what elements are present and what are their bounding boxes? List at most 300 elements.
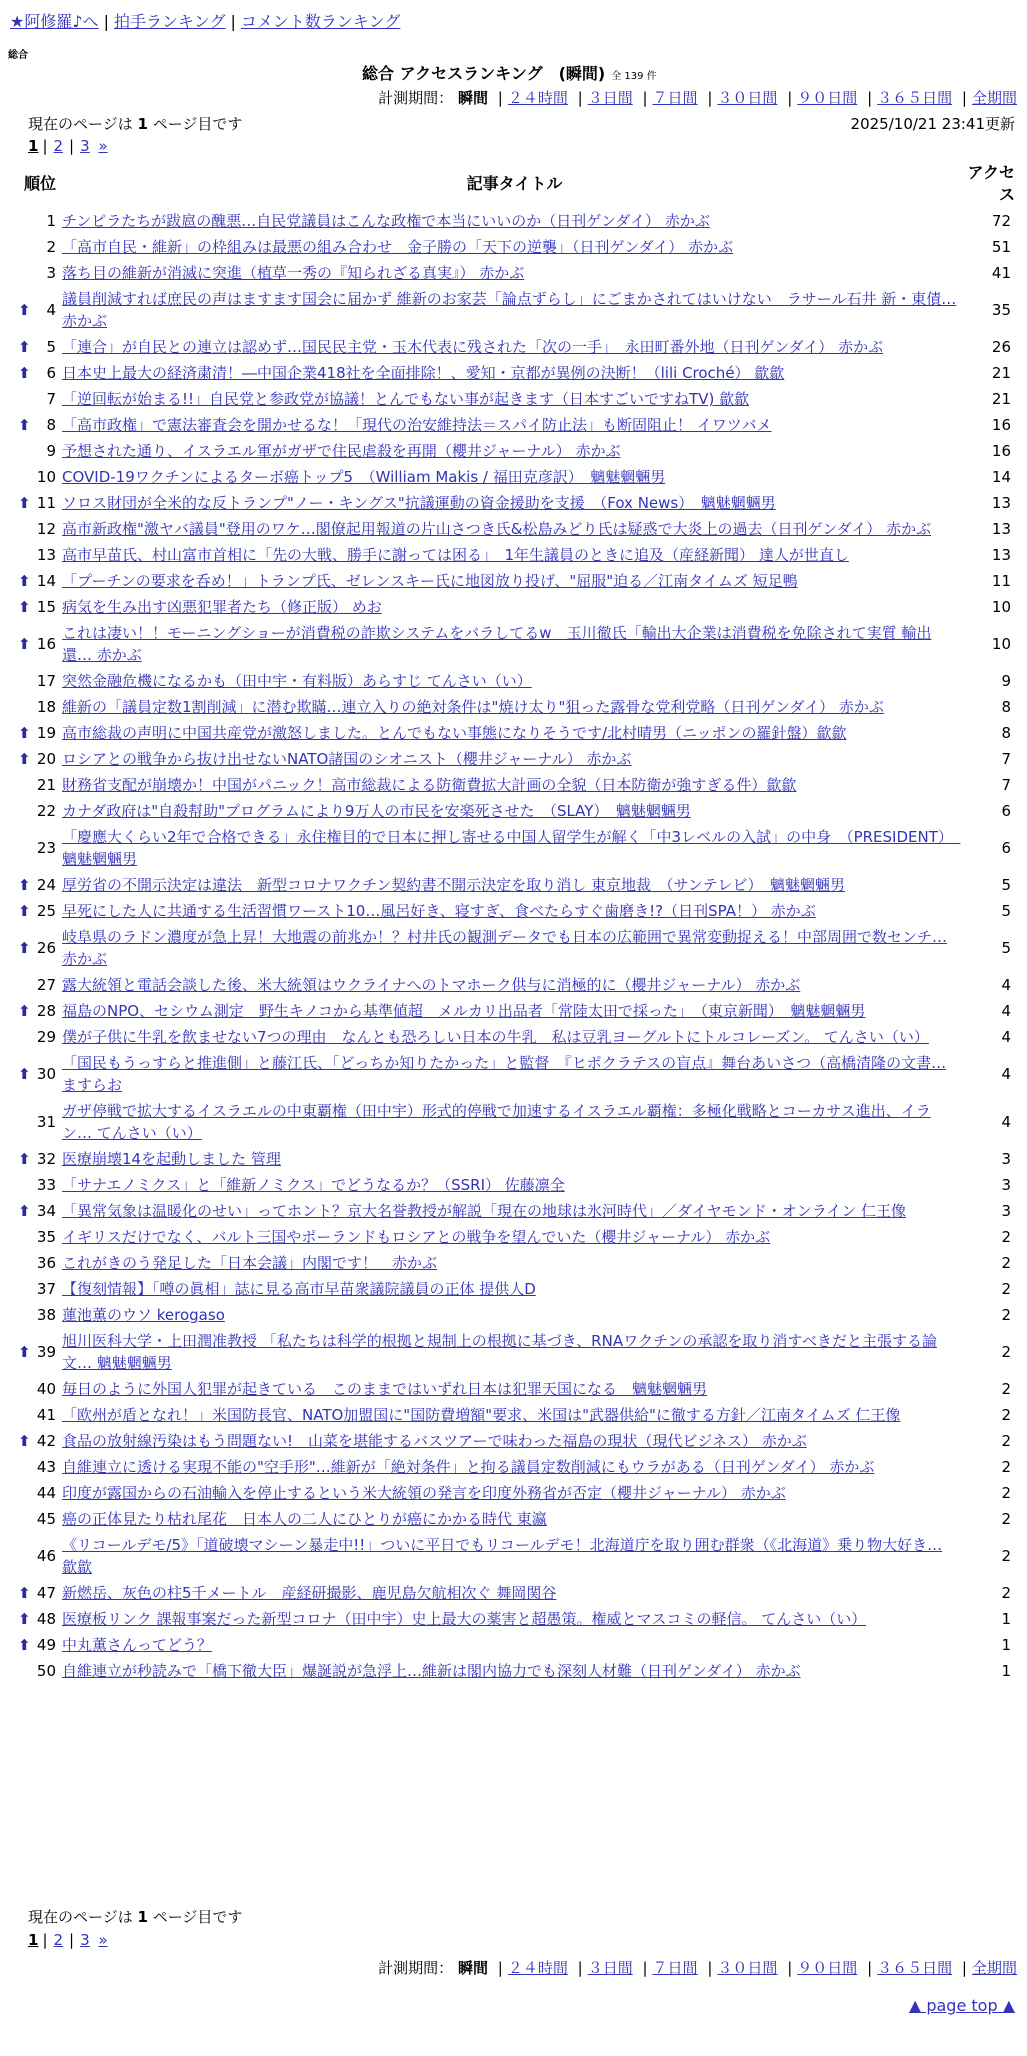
rank-number: 25 xyxy=(36,902,56,920)
rank-up-arrow-icon: ⬆ xyxy=(18,1150,31,1168)
article-title-cell xyxy=(62,1050,967,1098)
article-title-cell xyxy=(62,772,967,798)
rank-arrow-cell xyxy=(18,1658,36,1684)
access-count: 2 xyxy=(1001,1380,1011,1398)
rank-arrow-cell xyxy=(18,1454,36,1480)
pager-current: 1 xyxy=(28,137,39,155)
table-row xyxy=(18,720,1015,746)
article-title-cell xyxy=(62,386,967,412)
access-count: 3 xyxy=(1001,1202,1011,1220)
table-row xyxy=(18,1606,1015,1632)
rank-number: 32 xyxy=(36,1150,56,1168)
rank-up-arrow-icon: ⬆ xyxy=(18,1065,31,1083)
access-count: 11 xyxy=(991,572,1011,590)
access-count: 6 xyxy=(1001,802,1011,820)
access-count: 5 xyxy=(1001,902,1011,920)
period-90d[interactable]: ９０日間 xyxy=(797,89,858,107)
rank-up-arrow-icon: ⬆ xyxy=(18,1343,31,1361)
rank-arrow-cell xyxy=(18,1376,36,1402)
rank-number: 47 xyxy=(36,1584,56,1602)
article-title-link[interactable]: 福島のNPO、セシウム測定 野生キノコから基準値超 メルカリ出品者「常陸太田で採った」 （東京新聞） 魑魅魍魎男 xyxy=(62,1002,866,1020)
article-title-cell xyxy=(62,208,967,234)
article-title-cell xyxy=(62,360,967,386)
period-separator: | xyxy=(867,1959,873,1977)
article-title-link[interactable]: 早死にした人に共通する生活習慣ワースト10…風呂好き、寝すぎ、食べたらすぐ歯磨き!?（日刊SPA！） 赤かぶ xyxy=(62,902,816,920)
article-title-cell xyxy=(62,1224,967,1250)
access-count: 2 xyxy=(1001,1458,1011,1476)
rank-arrow-cell xyxy=(18,1098,36,1146)
article-title-cell xyxy=(62,464,967,490)
table-row xyxy=(18,1376,1015,1402)
article-title-cell xyxy=(62,234,967,260)
access-count: 2 xyxy=(1001,1343,1011,1361)
access-count: 13 xyxy=(991,546,1011,564)
rank-number: 26 xyxy=(36,939,56,957)
table-row xyxy=(18,516,1015,542)
article-title-link[interactable]: 新燃岳、灰色の柱5千メートル 産経研撮影、鹿児島欠航相次ぐ 舞岡関谷 xyxy=(62,1584,557,1602)
access-count: 8 xyxy=(1001,724,1011,742)
article-title-link[interactable]: 病気を生み出す凶悪犯罪者たち（修正版） めお xyxy=(62,598,382,616)
article-title-link[interactable]: 印度が露国からの石油輸入を停止するという米大統領の発言を印度外務省が否定（櫻井ジャーナル） 赤かぶ xyxy=(62,1484,786,1502)
article-title-link[interactable]: 僕が子供に牛乳を飲ませない7つの理由 なんとも恐ろしい日本の牛乳 私は豆乳ヨーグルトにトルコレーズン。 てんさい（い） xyxy=(62,1028,929,1046)
article-title-link[interactable]: イギリスだけでなく、バルト三国やポーランドもロシアとの戦争を望んでいた（櫻井ジャーナル） 赤かぶ xyxy=(62,1228,771,1246)
pager-page-3[interactable]: 3 xyxy=(80,137,90,155)
access-count: 10 xyxy=(991,598,1011,616)
period-30d[interactable]: ３０日間 xyxy=(717,89,778,107)
page-info-number: 1 xyxy=(137,1908,148,1926)
rank-number: 27 xyxy=(36,976,56,994)
table-row xyxy=(18,568,1015,594)
rank-number: 12 xyxy=(36,520,56,538)
table-row xyxy=(18,1250,1015,1276)
access-count: 21 xyxy=(991,364,1011,382)
access-count: 14 xyxy=(991,468,1011,486)
article-title-link[interactable]: 毎日のように外国人犯罪が起きている このままではいずれ日本は犯罪天国になる 魑魅魍魎男 xyxy=(62,1380,708,1398)
access-count: 21 xyxy=(991,390,1011,408)
rank-number: 8 xyxy=(46,416,56,434)
article-title-cell xyxy=(62,668,967,694)
article-title-cell xyxy=(62,1402,967,1428)
article-title-cell xyxy=(62,412,967,438)
access-count: 2 xyxy=(1001,1484,1011,1502)
article-title-link[interactable]: COVID-19ワクチンによるターボ癌トップ5 （William Makis / 福田克彦訳） 魑魅魍魎男 xyxy=(62,468,666,486)
period-selector-bottom xyxy=(378,1957,1017,1978)
rank-number: 20 xyxy=(36,750,56,768)
article-title-cell xyxy=(62,694,967,720)
table-row xyxy=(18,772,1015,798)
article-title-cell xyxy=(62,1198,967,1224)
asyura-home-link[interactable]: ★阿修羅♪へ xyxy=(10,12,99,31)
comment-ranking-link[interactable]: コメント数ランキング xyxy=(240,12,401,31)
access-count: 1 xyxy=(1001,1610,1011,1628)
rank-number: 45 xyxy=(36,1510,56,1528)
article-title-cell xyxy=(62,1480,967,1506)
rank-arrow-cell xyxy=(18,438,36,464)
rank-number: 48 xyxy=(36,1610,56,1628)
article-title-link[interactable]: 自維連立が秒読みで「橋下徹大臣」爆誕説が急浮上…維新は閣内協力でも深刻人材難（日刊ゲンダイ） 赤かぶ xyxy=(62,1662,801,1680)
article-title-link[interactable]: 維新の「議員定数1割削減」に潜む欺瞞…連立入りの絶対条件は"焼け太り"狙った露骨な党利党略（日刊ゲンダイ） 赤かぶ xyxy=(62,698,884,716)
rank-arrow-cell xyxy=(18,694,36,720)
period-separator: | xyxy=(961,89,967,107)
rank-number: 49 xyxy=(36,1636,56,1654)
period-label: 計測期間： xyxy=(378,1959,454,1977)
article-title-link[interactable]: ソロス財団が全米的な反トランプ"ノー・キングス"抗議運動の資金援助を支援 （Fox News） 魑魅魍魎男 xyxy=(62,494,776,512)
table-row xyxy=(18,972,1015,998)
rank-up-arrow-icon: ⬆ xyxy=(18,1002,31,1020)
article-title-link[interactable]: 「サナエノミクス」と「維新ノミクス」でどうなるか？（SSRI） 佐藤凛全 xyxy=(62,1176,565,1194)
article-title-link[interactable]: 高市早苗氏、村山富市首相に「先の大戦、勝手に謝っては困る」 1年生議員のときに追及（産経新聞） 達人が世直し xyxy=(62,546,849,564)
rank-up-arrow-icon: ⬆ xyxy=(18,338,31,356)
ranking-header-row xyxy=(18,160,1015,208)
access-count: 41 xyxy=(991,264,1011,282)
access-count: 35 xyxy=(991,301,1011,319)
table-row xyxy=(18,1224,1015,1250)
article-title-link[interactable]: 財務省支配が崩壊か！中国がパニック！高市総裁による防衛費拡大計画の全貌（日本防衛が強すぎる件）歙歙 xyxy=(62,776,797,794)
table-row xyxy=(18,1172,1015,1198)
period-separator: | xyxy=(787,89,793,107)
rank-up-arrow-icon: ⬆ xyxy=(18,598,31,616)
pager-page-2[interactable]: 2 xyxy=(53,137,64,155)
rank-number: 2 xyxy=(46,238,56,256)
rank-number: 17 xyxy=(36,672,56,690)
page-info-prefix: 現在のページは xyxy=(28,115,138,133)
table-row xyxy=(18,594,1015,620)
page-info-bottom xyxy=(28,1906,242,1927)
period-3d[interactable]: ３日間 xyxy=(587,1959,633,1977)
pager-page-3[interactable]: 3 xyxy=(80,1931,90,1949)
article-title-cell xyxy=(62,594,967,620)
article-title-link[interactable]: 「連合」が自民との連立は認めず…国民民主党・玉木代表に残された「次の一手」 永田町番外地（日刊ゲンダイ） 赤かぶ xyxy=(62,338,884,356)
rank-arrow-cell xyxy=(18,464,36,490)
article-title-link[interactable]: 医療板リンク 課報事案だった新型コロナ（田中宇）史上最大の薬害と超愚策。権威とマスコミの軽信。 てんさい（い） xyxy=(62,1610,867,1628)
article-title-link[interactable]: 自維連立に透ける実現不能の"空手形"…維新が「絶対条件」と拘る議員定数削減にもウラがある（日刊ゲンダイ） 赤かぶ xyxy=(62,1458,875,1476)
rank-number: 21 xyxy=(36,776,56,794)
access-count: 3 xyxy=(1001,1176,1011,1194)
table-row xyxy=(18,1402,1015,1428)
rank-arrow-cell xyxy=(18,668,36,694)
table-row xyxy=(18,998,1015,1024)
rank-up-arrow-icon: ⬆ xyxy=(18,750,31,768)
table-row xyxy=(18,234,1015,260)
pager-next[interactable]: » xyxy=(98,1931,108,1949)
rank-number: 44 xyxy=(36,1484,56,1502)
rank-number: 29 xyxy=(36,1028,56,1046)
period-selector-top xyxy=(378,87,1017,108)
rank-number: 41 xyxy=(36,1406,56,1424)
period-7d[interactable]: ７日間 xyxy=(652,1959,698,1977)
table-row xyxy=(18,668,1015,694)
period-separator: | xyxy=(787,1959,793,1977)
article-title-cell xyxy=(62,1428,967,1454)
period-label: 計測期間： xyxy=(378,89,454,107)
table-row xyxy=(18,1276,1015,1302)
article-title-cell xyxy=(62,620,967,668)
article-title-cell xyxy=(62,746,967,772)
top-nav xyxy=(10,10,400,34)
period-90d[interactable]: ９０日間 xyxy=(797,1959,858,1977)
article-title-cell xyxy=(62,1606,967,1632)
article-title-cell xyxy=(62,490,967,516)
access-count: 1 xyxy=(1001,1636,1011,1654)
pager-next[interactable]: » xyxy=(98,137,108,155)
article-title-cell xyxy=(62,924,967,972)
access-count: 2 xyxy=(1001,1306,1011,1324)
article-title-link[interactable]: 《リコールデモ/5》「道破壊マシーン暴走中!!」ついに平日でもリコールデモ！北海道庁を取り囲む群衆（《北海道》乗り物大好き… 歙歙 xyxy=(62,1536,943,1576)
access-count: 5 xyxy=(1001,876,1011,894)
article-title-cell xyxy=(62,1580,967,1606)
rank-number: 11 xyxy=(36,494,56,512)
article-title-link[interactable]: 「慶應大くらい2年で合格できる」永住権目的で日本に押し寄せる中国人留学生が解く「中3レベルの入試」の中身 （PRESIDENT） 魑魅魍魎男 xyxy=(62,828,961,868)
rank-arrow-cell xyxy=(18,542,36,568)
rank-arrow-cell xyxy=(18,1402,36,1428)
table-row xyxy=(18,1532,1015,1580)
nav-separator: | xyxy=(103,12,109,31)
rank-number: 6 xyxy=(46,364,56,382)
article-title-link[interactable]: 「高市政権」で憲法審査会を開かせるな！「現代の治安維持法＝スパイ防止法」も断固阻止！ イワツバメ xyxy=(62,416,772,434)
article-title-link[interactable]: 【復刻情報】「噂の眞相」誌に見る高市早苗衆議院議員の正体 提供人D xyxy=(62,1280,536,1298)
rank-number: 38 xyxy=(36,1306,56,1324)
article-title-link[interactable]: 落ち目の維新が消滅に突進（植草一秀の『知られざる真実』） 赤かぶ xyxy=(62,264,525,282)
rank-number: 43 xyxy=(36,1458,56,1476)
article-title-cell xyxy=(62,1632,967,1658)
rank-arrow-cell xyxy=(18,1024,36,1050)
article-title-link[interactable]: 蓮池薫のウソ kerogaso xyxy=(62,1306,225,1324)
article-title-link[interactable]: ロシアとの戦争から抜け出せないNATO諸国のシオニスト（櫻井ジャーナル） 赤かぶ xyxy=(62,750,632,768)
period-365d[interactable]: ３６５日間 xyxy=(877,89,953,107)
pager-separator: | xyxy=(42,137,48,155)
article-title-link[interactable]: 癌の正体見たり枯れ尾花 日本人の二人にひとりが癌にかかる時代 東瀛 xyxy=(62,1510,547,1528)
ranking-count: 全 139 件 xyxy=(611,71,657,82)
article-title-link[interactable]: 中丸薫さんってどう？ xyxy=(62,1636,213,1654)
nav-separator: | xyxy=(230,12,236,31)
article-title-link[interactable]: 「逆回転が始まる!!」自民党と参政党が協議！とんでもない事が起きます（日本すごいですねTV) 歙歙 xyxy=(62,390,750,408)
rank-number: 9 xyxy=(46,442,56,460)
rank-arrow-cell xyxy=(18,1250,36,1276)
rank-up-arrow-icon: ⬆ xyxy=(18,902,31,920)
rank-number: 30 xyxy=(36,1065,56,1083)
period-7d[interactable]: ７日間 xyxy=(652,89,698,107)
rank-number: 10 xyxy=(36,468,56,486)
article-title-link[interactable]: 突然金融危機になるかも（田中宇・有料版）あらすじ てんさい（い） xyxy=(62,672,532,690)
article-title-cell xyxy=(62,1454,967,1480)
access-count: 3 xyxy=(1001,1150,1011,1168)
article-title-link[interactable]: ガザ停戦で拡大するイスラエルの中東覇権（田中宇）形式的停戦で加速するイスラエル覇権：多極化戦略とコーカサス進出、イラン… てんさい（い） xyxy=(62,1102,931,1142)
article-title-link[interactable]: 日本史上最大の経済粛清！―中国企業418社を全面排除！、愛知・京都が異例の決断！（lili Croché） 歙歙 xyxy=(62,364,785,382)
period-separator: | xyxy=(642,89,648,107)
table-row xyxy=(18,438,1015,464)
table-row xyxy=(18,412,1015,438)
article-title-cell xyxy=(62,438,967,464)
table-row xyxy=(18,1146,1015,1172)
rank-up-arrow-icon: ⬆ xyxy=(18,416,31,434)
article-title-link[interactable]: 議員削減すれば庶民の声はますます国会に届かず 維新のお家芸「論点ずらし」にごまかされてはいけない ラサール石井 新・東債… 赤かぶ xyxy=(62,290,957,330)
table-row xyxy=(18,360,1015,386)
table-row xyxy=(18,1658,1015,1684)
article-title-link[interactable]: 高市新政権"激ヤバ議員"登用のワケ…閣僚起用報道の片山さつき氏&松島みどり氏は疑惑で大炎上の過去（日刊ゲンダイ） 赤かぶ xyxy=(62,520,932,538)
period-separator: | xyxy=(577,89,583,107)
table-row xyxy=(18,1328,1015,1376)
article-title-cell xyxy=(62,516,967,542)
table-row xyxy=(18,490,1015,516)
table-row xyxy=(18,694,1015,720)
access-count: 4 xyxy=(1001,1028,1011,1046)
clap-ranking-link[interactable]: 拍手ランキング xyxy=(113,12,226,31)
rank-number: 50 xyxy=(36,1662,56,1680)
article-title-cell xyxy=(62,998,967,1024)
pager-separator: | xyxy=(42,1931,48,1949)
article-title-cell xyxy=(62,824,967,872)
rank-number: 34 xyxy=(36,1202,56,1220)
period-separator: | xyxy=(497,1959,503,1977)
rank-up-arrow-icon: ⬆ xyxy=(18,1584,31,1602)
article-title-link[interactable]: これがきのう発足した「日本会議」内閣です！ 赤かぶ xyxy=(62,1254,438,1272)
table-row xyxy=(18,1454,1015,1480)
article-title-link[interactable]: 「国民もうっすらと推進側」と藤江氏、「どっちか知りたかった」と監督 『ヒポクラテスの盲点』舞台あいさつ（高橋清隆の文書… ますらお xyxy=(62,1054,947,1094)
access-count: 2 xyxy=(1001,1228,1011,1246)
access-count: 2 xyxy=(1001,1547,1011,1565)
access-count: 1 xyxy=(1001,1662,1011,1680)
rank-up-arrow-icon: ⬆ xyxy=(18,364,31,382)
rank-arrow-cell xyxy=(18,772,36,798)
rank-number: 19 xyxy=(36,724,56,742)
access-count: 2 xyxy=(1001,1406,1011,1424)
rank-up-arrow-icon: ⬆ xyxy=(18,939,31,957)
updated-timestamp: 2025/10/21 23:41更新 xyxy=(850,115,1015,133)
access-count: 8 xyxy=(1001,698,1011,716)
access-count: 26 xyxy=(991,338,1011,356)
rank-number: 5 xyxy=(46,338,56,356)
rank-up-arrow-icon: ⬆ xyxy=(18,1202,31,1220)
header-title: 記事タイトル xyxy=(466,174,563,193)
article-title-link[interactable]: 「異常気象は温暖化のせい」ってホント？京大名誉教授が解説「現在の地球は氷河時代」／ダイヤモンド・オンライン 仁王像 xyxy=(62,1202,907,1220)
pager-bottom xyxy=(28,1931,110,1949)
table-row xyxy=(18,286,1015,334)
article-title-link[interactable]: 食品の放射線汚染はもう問題ない! 山菜を堪能するバスツアーで味わった福島の現状（現代ビジネス） 赤かぶ xyxy=(62,1432,807,1450)
rank-arrow-cell xyxy=(18,798,36,824)
rank-arrow-cell xyxy=(18,208,36,234)
access-count: 9 xyxy=(1001,672,1011,690)
article-title-cell xyxy=(62,1658,967,1684)
article-title-cell xyxy=(62,798,967,824)
table-row xyxy=(18,872,1015,898)
access-count: 13 xyxy=(991,520,1011,538)
period-separator: | xyxy=(642,1959,648,1977)
ranking-body xyxy=(18,208,1015,1684)
table-row xyxy=(18,1024,1015,1050)
article-title-cell xyxy=(62,1506,967,1532)
page-info-number: 1 xyxy=(137,115,148,133)
article-title-cell xyxy=(62,1250,967,1276)
rank-up-arrow-icon: ⬆ xyxy=(18,1636,31,1654)
article-title-link[interactable]: 高市総裁の声明に中国共産党が激怒しました。とんでもない事態になりそうです/北村晴男（ニッポンの羅針盤）歙歙 xyxy=(62,724,847,742)
pager-page-2[interactable]: 2 xyxy=(53,1931,64,1949)
pager-top xyxy=(28,137,110,155)
rank-up-arrow-icon: ⬆ xyxy=(18,494,31,512)
rank-number: 4 xyxy=(46,301,56,319)
rank-number: 23 xyxy=(36,839,56,857)
rank-number: 31 xyxy=(36,1113,56,1131)
rank-arrow-cell xyxy=(18,1302,36,1328)
article-title-cell xyxy=(62,260,967,286)
page-info-suffix: ページ目です xyxy=(147,1908,243,1926)
period-all[interactable]: 全期間 xyxy=(971,1959,1017,1977)
ranking-table xyxy=(18,160,1015,1684)
period-separator: | xyxy=(961,1959,967,1977)
rank-up-arrow-icon: ⬆ xyxy=(18,572,31,590)
article-title-cell xyxy=(62,334,967,360)
rank-number: 3 xyxy=(46,264,56,282)
article-title-cell xyxy=(62,542,967,568)
article-title-cell xyxy=(62,720,967,746)
rank-arrow-cell xyxy=(18,386,36,412)
article-title-link[interactable]: 旭川医科大学・上田潤准教授 「私たちは科学的根拠と規制上の根拠に基づき、RNAワクチンの承認を取り消すべきだと主張する論文… 魑魅魍魎男 xyxy=(62,1332,938,1372)
pager-separator: | xyxy=(69,137,75,155)
article-title-link[interactable]: 「高市自民・維新」の枠組みは最悪の組み合わせ 金子勝の「天下の逆襲」（日刊ゲンダイ） 赤かぶ xyxy=(62,238,734,256)
access-count: 4 xyxy=(1001,1002,1011,1020)
period-30d[interactable]: ３０日間 xyxy=(717,1959,778,1977)
period-separator: | xyxy=(497,89,503,107)
period-separator: | xyxy=(707,89,713,107)
article-title-link[interactable]: チンピラたちが跋扈の醜悪…自民党議員はこんな政権で本当にいいのか（日刊ゲンダイ） 赤かぶ xyxy=(62,212,710,230)
period-current: 瞬間 xyxy=(457,1959,488,1977)
access-count: 7 xyxy=(1001,750,1011,768)
access-count: 7 xyxy=(1001,776,1011,794)
period-24h[interactable]: ２４時間 xyxy=(507,89,568,107)
article-title-link[interactable]: 岐阜県のラドン濃度が急上昇！大地震の前兆か！？村井氏の観測データでも日本の広範囲で異常変動捉える！中部周囲で数センチ… 赤かぶ xyxy=(62,928,948,968)
article-title-link[interactable]: 予想された通り、イスラエル軍がガザで住民虐殺を再開（櫻井ジャーナル） 赤かぶ xyxy=(62,442,621,460)
article-title-link[interactable]: カナダ政府は"自殺幇助"プログラムにより9万人の市民を安楽死させた （SLAY） 魑魅魍魎男 xyxy=(62,802,691,820)
table-row xyxy=(18,542,1015,568)
rank-up-arrow-icon: ⬆ xyxy=(18,1610,31,1628)
rank-arrow-cell xyxy=(18,1532,36,1580)
article-title-cell xyxy=(62,1098,967,1146)
table-row xyxy=(18,334,1015,360)
rank-arrow-cell xyxy=(18,1506,36,1532)
period-all[interactable]: 全期間 xyxy=(971,89,1017,107)
article-title-cell xyxy=(62,1328,967,1376)
rank-arrow-cell xyxy=(18,1480,36,1506)
access-count: 4 xyxy=(1001,976,1011,994)
article-title-link[interactable]: 「プーチンの要求を呑め！」トランプ氏、ゼレンスキー氏に地図放り投げ、"屈服"迫る／江南タイムズ 短足鴨 xyxy=(62,572,798,590)
article-title-link[interactable]: 露大統領と電話会談した後、米大統領はウクライナへのトマホーク供与に消極的に（櫻井ジャーナル） 赤かぶ xyxy=(62,976,801,994)
access-count: 72 xyxy=(991,212,1011,230)
table-row xyxy=(18,1428,1015,1454)
article-title-link[interactable]: これは凄い！！モーニングショーが消費税の詐欺システムをバラしてるw 玉川徹氏「輸出大企業は消費税を免除されて実質 輸出還… 赤かぶ xyxy=(62,624,932,664)
table-row xyxy=(18,1632,1015,1658)
article-title-link[interactable]: 医療崩壊14を起動しました 管理 xyxy=(62,1150,281,1168)
table-row xyxy=(18,464,1015,490)
period-365d[interactable]: ３６５日間 xyxy=(877,1959,953,1977)
access-count: 6 xyxy=(1001,839,1011,857)
article-title-cell xyxy=(62,972,967,998)
table-row xyxy=(18,1198,1015,1224)
period-3d[interactable]: ３日間 xyxy=(587,89,633,107)
rank-arrow-cell xyxy=(18,1224,36,1250)
article-title-link[interactable]: 厚労省の不開示決定は違法 新型コロナワクチン契約書不開示決定を取り消し 東京地裁 （サンテレビ） 魑魅魍魎男 xyxy=(62,876,845,894)
rank-number: 28 xyxy=(36,1002,56,1020)
rank-up-arrow-icon: ⬆ xyxy=(18,876,31,894)
page-info-top xyxy=(28,113,242,134)
page-top-link[interactable]: ▲ page top ▲ xyxy=(908,1996,1015,2015)
rank-number: 33 xyxy=(36,1176,56,1194)
table-row xyxy=(18,1050,1015,1098)
rank-number: 7 xyxy=(46,390,56,408)
rank-arrow-cell xyxy=(18,1172,36,1198)
period-24h[interactable]: ２４時間 xyxy=(507,1959,568,1977)
table-row xyxy=(18,898,1015,924)
article-title-link[interactable]: 「欧州が盾となれ！」米国防長官、NATO加盟国に"国防費増額"要求、米国は"武器供給"に徹する方針／江南タイムズ 仁王像 xyxy=(62,1406,901,1424)
rank-up-arrow-icon: ⬆ xyxy=(18,301,31,319)
